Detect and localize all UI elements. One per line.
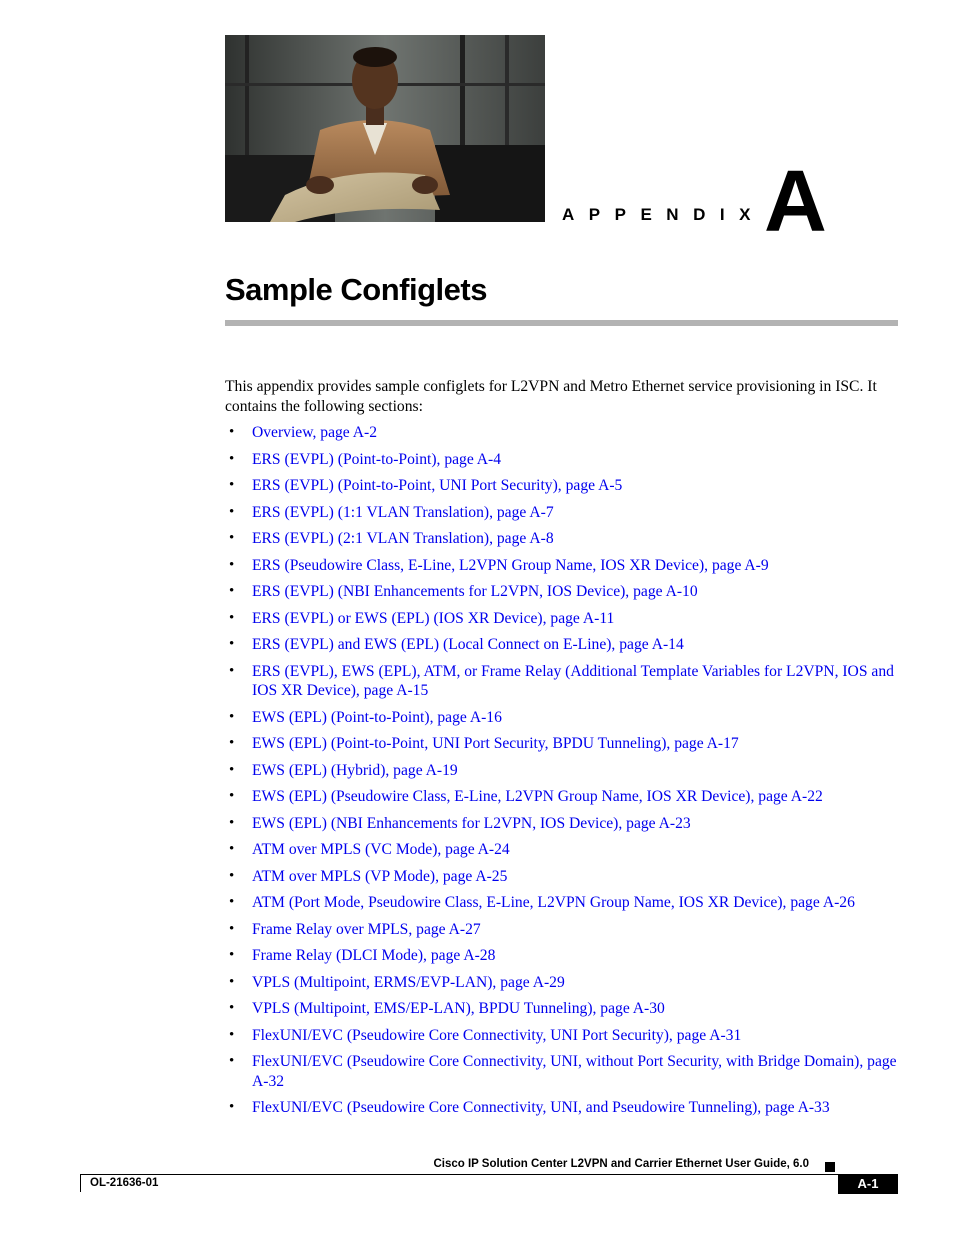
list-item xyxy=(225,503,905,523)
page-number: A-1 xyxy=(838,1174,898,1194)
list-item xyxy=(225,662,905,701)
list-item xyxy=(225,1098,905,1118)
section-link[interactable]: ERS (EVPL) (NBI Enhancements for L2VPN, IOS Device), page A-10 xyxy=(252,583,698,600)
bullet-icon: • xyxy=(229,662,235,679)
section-link[interactable]: ATM (Port Mode, Pseudowire Class, E-Line, L2VPN Group Name, IOS XR Device), page A-26 xyxy=(252,894,855,911)
list-item xyxy=(225,1052,905,1091)
footer-marker xyxy=(825,1162,835,1172)
section-link[interactable]: Frame Relay over MPLS, page A-27 xyxy=(252,920,481,938)
list-item xyxy=(225,609,905,629)
list-item xyxy=(225,1026,905,1046)
bullet-icon: • xyxy=(229,583,235,599)
list-item xyxy=(225,423,905,443)
footer-left-tick xyxy=(80,1174,81,1192)
intro-paragraph: This appendix provides sample configlets for L2VPN and Metro Ethernet service provisioning in ISC. It contains the following sections: xyxy=(225,378,877,415)
bullet-icon: • xyxy=(229,814,235,831)
list-item xyxy=(225,999,905,1019)
section-link[interactable]: EWS (EPL) (Point-to-Point), page A-16 xyxy=(252,708,502,726)
section-link[interactable]: ERS (EVPL) or EWS (EPL) (IOS XR Device), page A-11 xyxy=(252,609,615,627)
bullet-icon: • xyxy=(229,1000,235,1016)
list-item xyxy=(225,840,905,860)
section-link[interactable]: ERS (EVPL) (Point-to-Point), page A-4 xyxy=(252,450,502,468)
list-item xyxy=(225,920,905,940)
footer-doc-number: OL-21636-01 xyxy=(90,1177,159,1189)
list-item xyxy=(225,582,905,602)
section-link-list xyxy=(225,423,905,1125)
section-link[interactable]: ERS (Pseudowire Class, E-Line, L2VPN Group Name, IOS XR Device), page A-9 xyxy=(252,556,769,574)
bullet-icon: • xyxy=(229,477,235,493)
section-link[interactable]: EWS (EPL) (Hybrid), page A-19 xyxy=(252,761,458,779)
appendix-label: APPENDIX xyxy=(562,205,765,224)
list-item xyxy=(225,529,905,549)
list-item xyxy=(225,556,905,576)
list-item xyxy=(225,734,905,754)
bullet-icon: • xyxy=(229,1053,235,1069)
list-item xyxy=(225,973,905,993)
footer-guide-title: Cisco IP Solution Center L2VPN and Carrier Ethernet User Guide, 6.0 xyxy=(433,1158,809,1170)
bullet-icon: • xyxy=(229,761,235,778)
bullet-icon: • xyxy=(229,973,235,990)
list-item xyxy=(225,814,905,834)
bullet-icon: • xyxy=(229,920,235,937)
bullet-icon: • xyxy=(229,708,235,725)
section-link[interactable]: EWS (EPL) (Point-to-Point, UNI Port Security, BPDU Tunneling), page A-17 xyxy=(252,735,739,752)
bullet-icon: • xyxy=(229,1026,235,1043)
section-link[interactable]: ATM over MPLS (VP Mode), page A-25 xyxy=(252,867,508,885)
section-link[interactable]: ERS (EVPL) (1:1 VLAN Translation), page A-7 xyxy=(252,503,554,521)
section-link[interactable]: Overview, page A-2 xyxy=(252,424,377,441)
list-item xyxy=(225,787,905,807)
title-rule xyxy=(225,320,898,326)
bullet-icon: • xyxy=(229,841,235,857)
section-link[interactable]: ERS (EVPL) (Point-to-Point, UNI Port Security), page A-5 xyxy=(252,477,623,494)
bullet-icon: • xyxy=(229,609,235,626)
list-item xyxy=(225,476,905,496)
bullet-icon: • xyxy=(229,735,235,751)
bullet-icon: • xyxy=(229,788,235,804)
bullet-icon: • xyxy=(229,556,235,573)
section-link[interactable]: ATM over MPLS (VC Mode), page A-24 xyxy=(252,841,510,858)
footer-rule xyxy=(80,1174,898,1175)
section-link[interactable]: VPLS (Multipoint, EMS/EP-LAN), BPDU Tunneling), page A-30 xyxy=(252,1000,665,1017)
appendix-letter: A xyxy=(764,153,827,250)
section-link[interactable]: Frame Relay (DLCI Mode), page A-28 xyxy=(252,947,496,964)
list-item xyxy=(225,867,905,887)
section-link[interactable]: FlexUNI/EVC (Pseudowire Core Connectivity, UNI Port Security), page A-31 xyxy=(252,1026,742,1044)
section-link[interactable]: ERS (EVPL) (2:1 VLAN Translation), page A-8 xyxy=(252,530,554,547)
bullet-icon: • xyxy=(229,894,235,910)
section-link[interactable]: FlexUNI/EVC (Pseudowire Core Connectivity, UNI, and Pseudowire Tunneling), page A-33 xyxy=(252,1099,830,1116)
list-item xyxy=(225,708,905,728)
bullet-icon: • xyxy=(229,636,235,652)
list-item xyxy=(225,893,905,913)
section-link[interactable]: VPLS (Multipoint, ERMS/EVP-LAN), page A-29 xyxy=(252,973,565,991)
bullet-icon: • xyxy=(229,947,235,963)
bullet-icon: • xyxy=(229,1099,235,1115)
section-link[interactable]: FlexUNI/EVC (Pseudowire Core Connectivity, UNI, without Port Security, with Bridge Domain), page A-32 xyxy=(252,1053,897,1090)
section-link[interactable]: ERS (EVPL), EWS (EPL), ATM, or Frame Relay (Additional Template Variables for L2VPN, IOS and IOS XR Device), page A-15 xyxy=(252,662,894,699)
list-item xyxy=(225,761,905,781)
bullet-icon: • xyxy=(229,450,235,467)
header-photo-illustration xyxy=(225,35,545,222)
list-item xyxy=(225,946,905,966)
page-title: Sample Configlets xyxy=(225,272,487,307)
bullet-icon: • xyxy=(229,503,235,520)
list-item xyxy=(225,450,905,470)
bullet-icon: • xyxy=(229,530,235,546)
bullet-icon: • xyxy=(229,867,235,884)
section-link[interactable]: ERS (EVPL) and EWS (EPL) (Local Connect on E-Line), page A-14 xyxy=(252,636,684,653)
bullet-icon: • xyxy=(229,424,235,440)
section-link[interactable]: EWS (EPL) (NBI Enhancements for L2VPN, IOS Device), page A-23 xyxy=(252,814,691,832)
section-link[interactable]: EWS (EPL) (Pseudowire Class, E-Line, L2VPN Group Name, IOS XR Device), page A-22 xyxy=(252,788,823,805)
list-item xyxy=(225,635,905,655)
header-photo xyxy=(225,35,545,222)
